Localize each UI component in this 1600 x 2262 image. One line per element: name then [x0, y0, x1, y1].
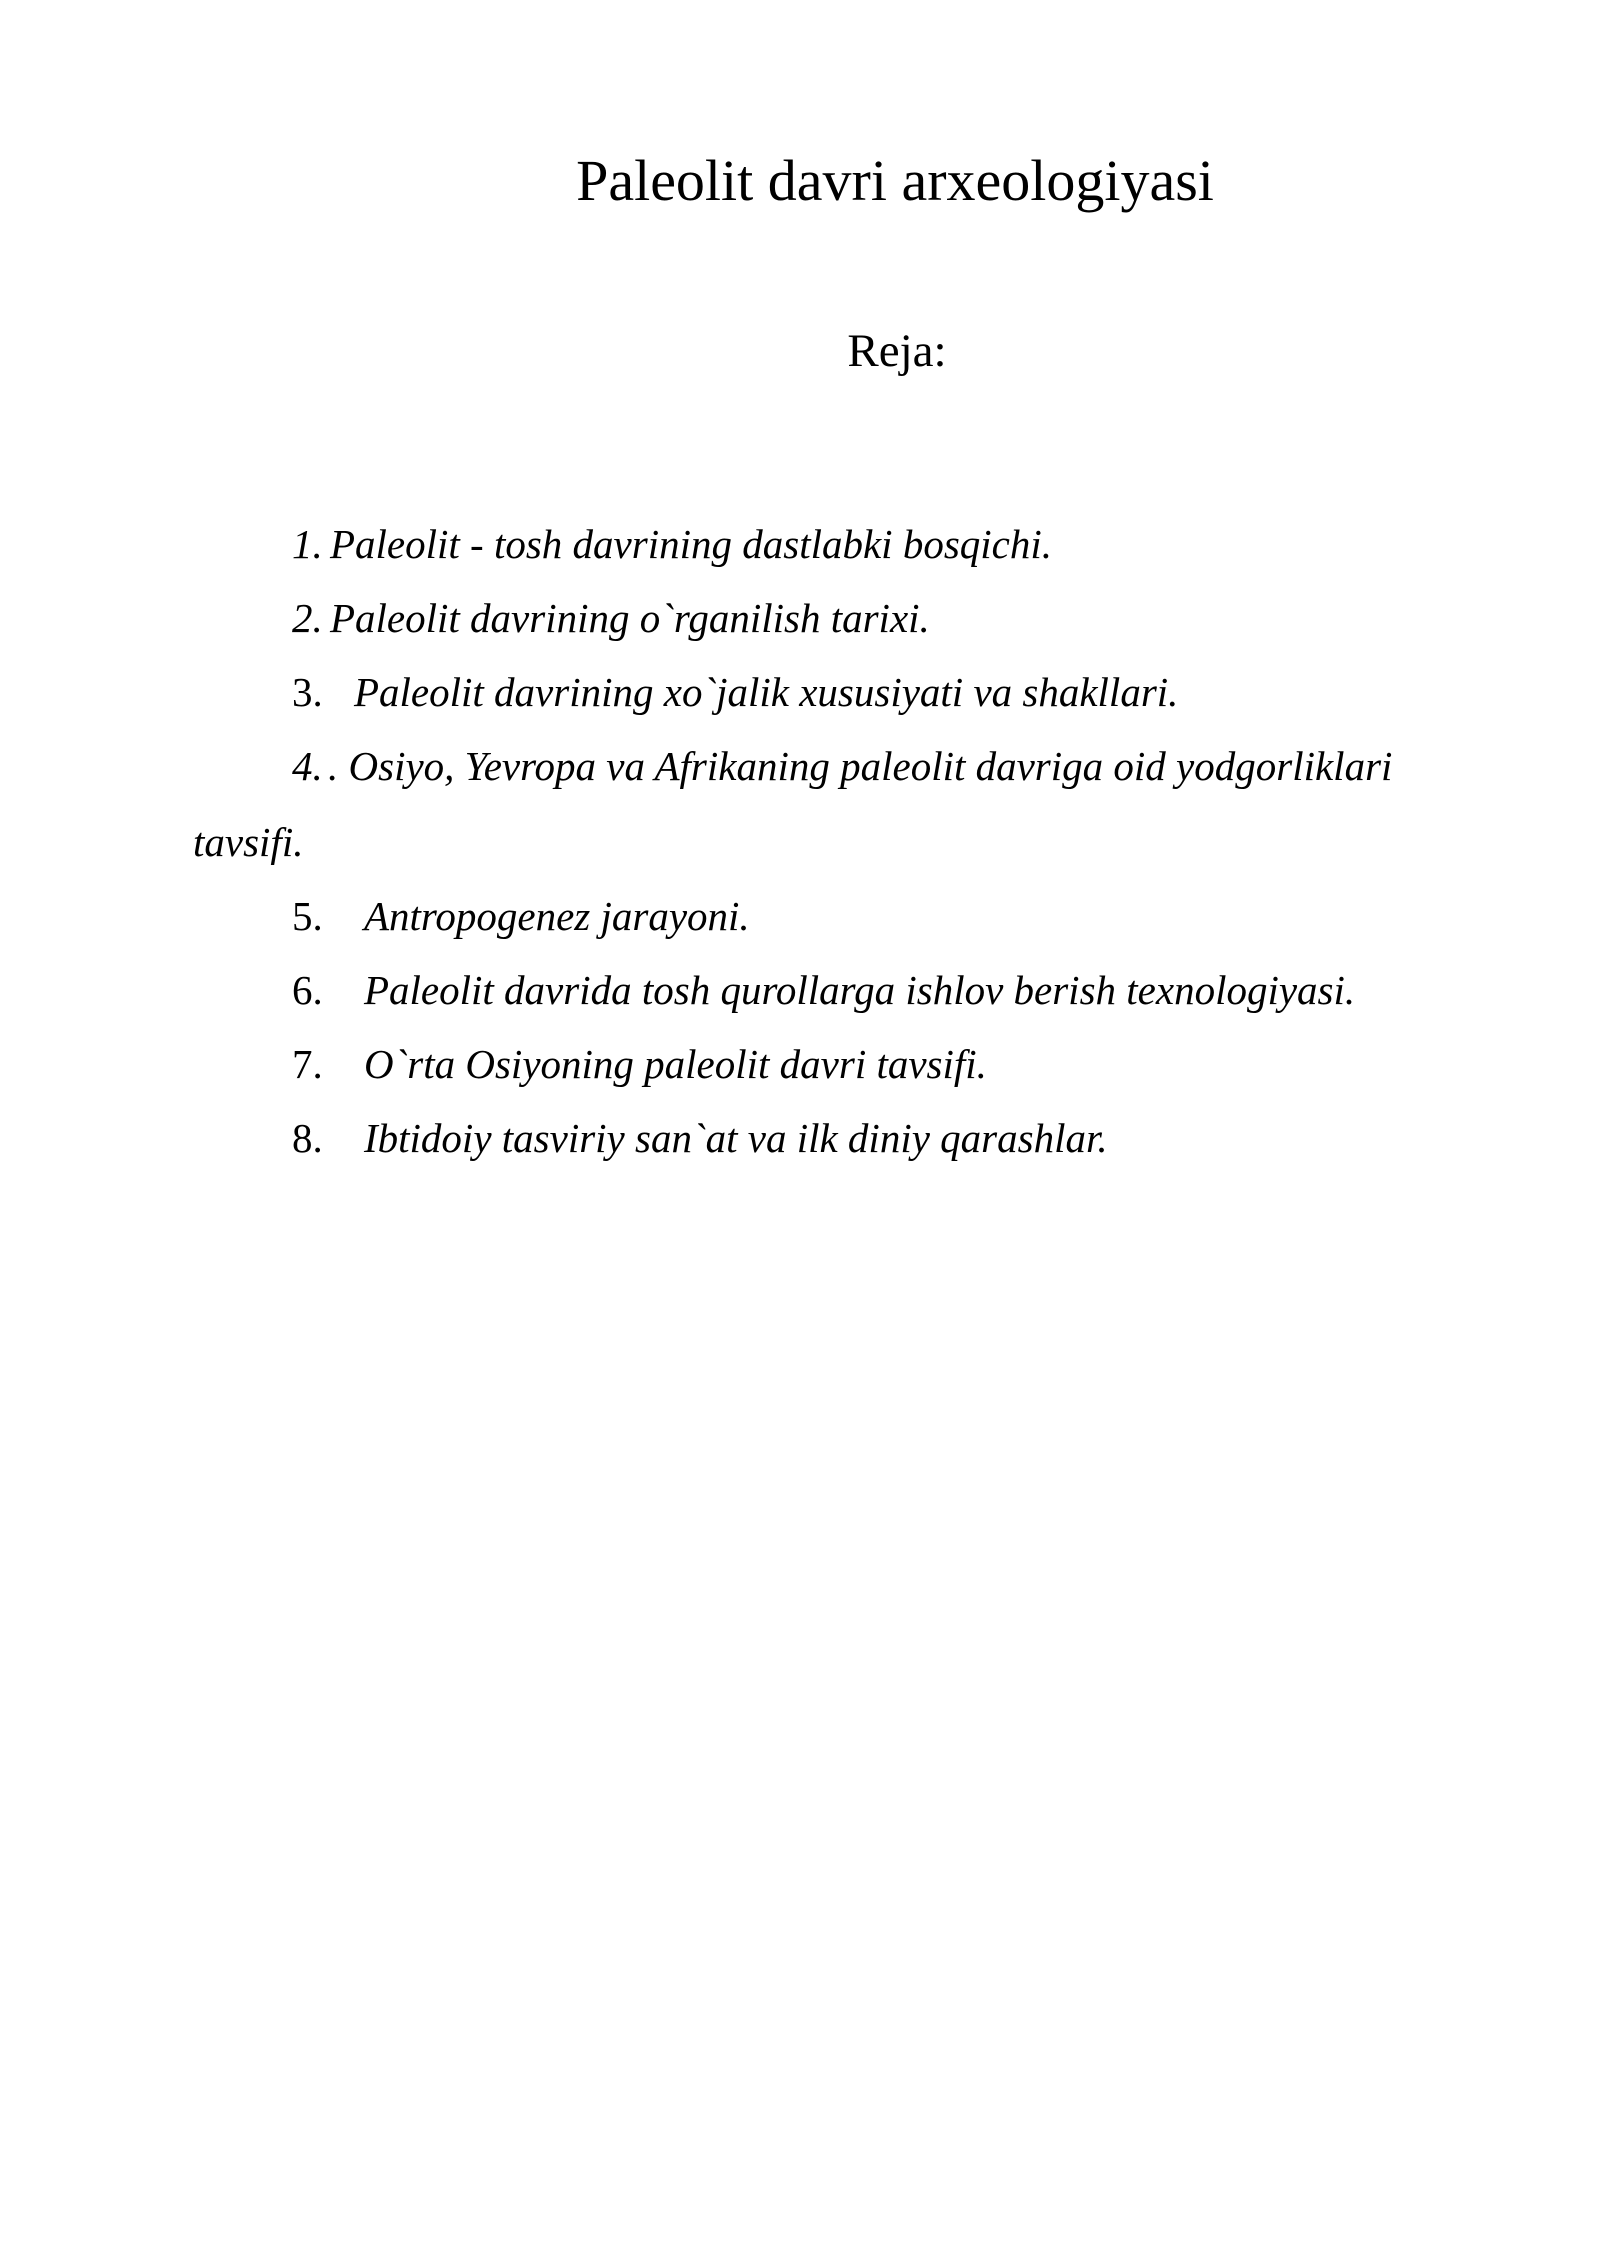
plan-item-number: 8. [292, 1115, 323, 1161]
plan-item-text: Antropogenez jarayoni. [364, 893, 750, 939]
plan-heading: Reja: [847, 325, 947, 377]
plan-item-number: 4. [292, 743, 323, 789]
plan-item-text: O`rta Osiyoning paleolit davri tavsifi. [364, 1041, 987, 1087]
plan-item-text: Paleolit davrining xo`jalik xususiyati va shakllari. [354, 669, 1179, 715]
plan-item-text: Ibtidoiy tasviriy san`at va ilk diniy qarashlar. [364, 1115, 1108, 1161]
plan-item-number: 7. [292, 1041, 323, 1087]
page-title: Paleolit davri arxeologiyasi [576, 148, 1214, 213]
plan-item-text: Paleolit davrining o`rganilish tarixi. [330, 595, 930, 641]
plan-item-number: 1. [292, 521, 323, 567]
plan-item-number: 5. [292, 893, 323, 939]
plan-item-number: 6. [292, 967, 323, 1013]
plan-item-number: 3. [292, 669, 323, 715]
plan-item-text: Paleolit - tosh davrining dastlabki bosqichi. [330, 521, 1053, 567]
plan-item-text: . Osiyo, Yevropa va Afrikaning paleolit davriga oid yodgorliklari [328, 743, 1393, 789]
plan-item-number: 2. [292, 595, 323, 641]
plan-item-text: Paleolit davrida tosh qurollarga ishlov berish texnologiyasi. [364, 967, 1356, 1013]
plan-item-4-continuation: tavsifi. [193, 819, 304, 865]
